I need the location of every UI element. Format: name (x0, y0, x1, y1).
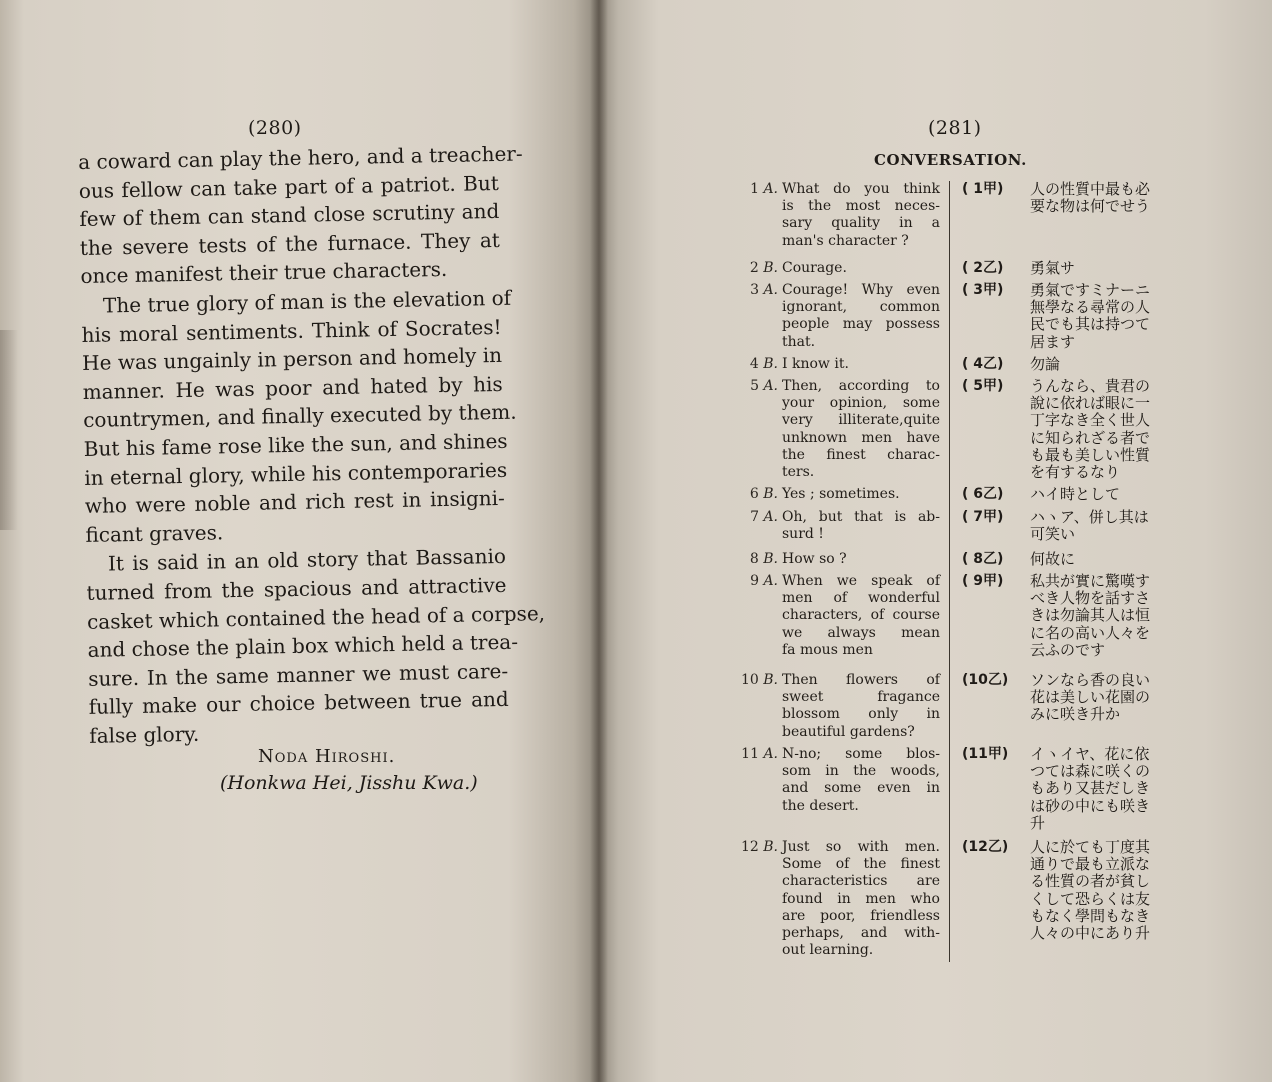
english-line: Just so with men. (782, 839, 940, 855)
english-line: Then flowers of (782, 672, 940, 688)
essay-line: The true glory of man is the elevation of (102, 285, 512, 318)
japanese-text (1030, 181, 1170, 215)
japanese-line: つては森に咲くの (1030, 762, 1151, 781)
japanese-line: ハイ時として (1030, 485, 1121, 503)
line-number-value: 2 (749, 260, 759, 276)
line-number-value: 1 (750, 181, 759, 197)
english-line: man's character ? (782, 232, 909, 249)
speaker-label: B. (763, 551, 778, 567)
japanese-line-number: (10乙) (962, 672, 1009, 688)
line-number-value: 10 (740, 672, 759, 688)
japanese-line-number: ( 6乙) (962, 486, 1004, 502)
english-text (782, 260, 940, 277)
line-number (728, 672, 778, 689)
japanese-line: は砂の中にも咲き (1030, 796, 1151, 815)
japanese-line: くして恐らくは友 (1030, 889, 1151, 908)
english-text (782, 573, 940, 659)
japanese-line: もあり又甚だしき (1030, 779, 1151, 798)
author-signature: Noda Hiroshi. (258, 746, 396, 767)
column-divider (949, 181, 950, 962)
line-number (728, 746, 778, 763)
line-number (728, 282, 778, 299)
japanese-line-number: ( 3甲) (962, 282, 1004, 298)
english-line: surd ! (782, 526, 824, 543)
speaker-label: B. (763, 486, 778, 502)
japanese-line: 說に依れば眼に一 (1030, 394, 1151, 413)
english-text (782, 551, 940, 568)
essay-line: who were noble and rich rest in insigni- (84, 485, 506, 519)
japanese-text (1030, 672, 1170, 724)
essay-line: once manifest their true characters. (80, 257, 448, 289)
japanese-line: 要な物は何でせう (1030, 197, 1151, 216)
japanese-text (1030, 839, 1170, 942)
essay-line: sure. In the same manner we must care- (87, 658, 509, 691)
line-number (728, 509, 778, 526)
line-number (728, 551, 778, 568)
speaker-label: B. (763, 260, 778, 276)
japanese-line-number: ( 4乙) (962, 356, 1004, 372)
japanese-text (1030, 746, 1170, 832)
english-line: men of wonderful (782, 590, 940, 607)
line-number (728, 378, 778, 395)
english-line: Yes ; sometimes. (782, 486, 900, 502)
japanese-line: 無學なる尋常の人 (1030, 298, 1151, 317)
english-line: ignorant, common (782, 299, 940, 316)
english-text (782, 509, 940, 543)
japanese-line: 勿論 (1030, 355, 1061, 373)
japanese-line: 人々の中にあり升 (1030, 924, 1151, 943)
english-text (782, 746, 940, 815)
essay-line: a coward can play the hero, and a treacher- (78, 141, 523, 174)
essay-line: countrymen, and finally executed by them. (82, 399, 517, 433)
line-number (728, 839, 778, 856)
english-line: Courage. (782, 260, 847, 276)
english-line: ters. (782, 464, 815, 481)
essay-line: It is said in an old story that Bassanio (107, 544, 507, 576)
essay-line: the severe tests of the furnace. They at (79, 227, 501, 260)
japanese-line-number: (11甲) (962, 746, 1009, 762)
english-line: characteristics are (782, 873, 940, 890)
japanese-text (1030, 573, 1170, 659)
line-number-value: 5 (750, 378, 759, 394)
english-line: I know it. (782, 356, 849, 372)
japanese-line: みに咲き升か (1030, 705, 1121, 724)
japanese-line: 升 (1030, 813, 1046, 832)
speaker-label: A. (763, 282, 778, 298)
line-number-value: 7 (750, 509, 759, 525)
japanese-line-number: ( 9甲) (962, 573, 1004, 589)
essay-line: fully make our choice between true and (88, 687, 509, 720)
japanese-line: ソンなら香の良い (1030, 671, 1151, 689)
essay-line: casket which contained the head of a corpse, (86, 600, 546, 634)
japanese-text (1030, 356, 1170, 373)
conversation-title: CONVERSATION. (874, 151, 1027, 169)
line-number-value: 11 (741, 746, 759, 762)
essay-line: false glory. (89, 721, 200, 748)
essay-line: in eternal glory, while his contemporaries (84, 457, 508, 490)
japanese-line-number: (12乙) (962, 839, 1009, 855)
essay-line: manner. He was poor and hated by his (82, 371, 503, 404)
japanese-line: 人に於ても丁度其 (1030, 838, 1151, 856)
english-line: your opinion, some (782, 395, 940, 412)
japanese-line: に名の高い人々を (1030, 623, 1151, 642)
japanese-line: 人の性質中最も必 (1030, 180, 1151, 198)
essay-line: ous fellow can take part of a patriot. But (78, 170, 499, 203)
english-line: sary quality in a (782, 215, 940, 232)
japanese-line: る性質の者が貧し (1030, 872, 1151, 891)
speaker-label: A. (763, 181, 778, 197)
japanese-line: 云ふのです (1030, 640, 1106, 659)
english-line: How so ? (782, 551, 847, 567)
japanese-line: に知られざる者で (1030, 428, 1151, 447)
english-text (782, 356, 940, 373)
japanese-line: 丁字なき全く世人 (1030, 411, 1151, 430)
english-line: Then, according to (782, 378, 940, 394)
japanese-line: イヽイヤ、花に依 (1030, 745, 1150, 763)
japanese-line-number: ( 2乙) (962, 260, 1004, 276)
english-line: the finest charac- (782, 446, 940, 463)
speaker-label: B. (763, 839, 778, 855)
english-line: beautiful gardens? (782, 723, 915, 740)
japanese-line: 居ます (1030, 332, 1076, 351)
japanese-line: うんなら、貴君の (1030, 377, 1151, 395)
line-number-value: 12 (740, 839, 759, 855)
essay-line: his moral sentiments. Think of Socrates! (81, 314, 502, 347)
japanese-line: 私共が實に驚嘆す (1030, 572, 1151, 590)
japanese-line: もなく學問もなき (1030, 906, 1151, 925)
essay-line: few of them can stand close scrutiny and (79, 199, 500, 232)
japanese-line: 花は美しい花園の (1030, 688, 1151, 707)
english-line: N-no; some blos- (782, 746, 940, 762)
japanese-line: 勇氣サ (1030, 259, 1076, 277)
english-line: that. (782, 333, 816, 350)
english-line: is the most neces- (782, 198, 940, 215)
book-gutter (590, 0, 608, 1082)
english-line: out learning. (782, 942, 874, 959)
english-text (782, 839, 940, 959)
english-line: Courage! Why even (782, 282, 940, 298)
page-number-left: (280) (248, 117, 302, 139)
japanese-line: 通りで最も立派な (1030, 855, 1151, 874)
line-number-value: 4 (749, 356, 759, 372)
japanese-line-number: ( 7甲) (962, 509, 1004, 525)
japanese-line: を有するなり (1030, 463, 1121, 482)
english-line: fa mous men (782, 641, 873, 658)
english-text (782, 672, 940, 741)
english-line: sweet fragance (782, 689, 940, 706)
line-number (728, 260, 778, 277)
english-text (782, 486, 940, 503)
line-number-value: 8 (749, 551, 759, 567)
english-line: som in the woods, (782, 763, 940, 780)
speaker-label: B. (763, 356, 778, 372)
speaker-label: A. (763, 509, 778, 525)
japanese-text (1030, 509, 1170, 543)
english-line: we always mean (782, 624, 940, 641)
japanese-line: ハヽア、併し其は (1030, 508, 1149, 526)
english-line: blossom only in (782, 706, 940, 723)
japanese-line: きは勿論其人は恒 (1030, 606, 1151, 625)
english-line: the desert. (782, 797, 859, 814)
line-number (728, 573, 778, 590)
japanese-line: べき人物を話すさ (1030, 589, 1151, 608)
english-text (782, 378, 940, 481)
author-source: (Honkwa Hei, Jisshu Kwa.) (220, 772, 478, 794)
line-number (728, 356, 778, 373)
japanese-text (1030, 551, 1170, 568)
essay-line: But his fame rose like the sun, and shines (83, 428, 508, 461)
english-line: very illiterate,quite (782, 412, 940, 429)
essay-line: and chose the plain box which held a trea- (87, 629, 519, 662)
japanese-line: 民でも其は持つて (1030, 315, 1151, 334)
japanese-line-number: ( 1甲) (962, 181, 1004, 197)
japanese-text (1030, 486, 1170, 503)
japanese-line-number: ( 8乙) (962, 551, 1004, 567)
essay-line: turned from the spacious and attractive (86, 572, 507, 605)
japanese-text (1030, 260, 1170, 277)
japanese-line: 勇氣ですミナーニ (1030, 281, 1151, 299)
english-line: Some of the finest (782, 856, 940, 873)
essay-line: ficant graves. (85, 520, 224, 547)
english-line: When we speak of (782, 573, 940, 589)
page-number-right: (281) (928, 117, 982, 139)
speaker-label: A. (763, 746, 778, 762)
english-line: What do you think (782, 181, 940, 197)
english-line: people may possess (782, 316, 940, 333)
english-line: found in men who (782, 890, 940, 907)
line-number-value: 6 (749, 486, 759, 502)
essay-text (78, 140, 546, 750)
japanese-line: も最も美しい性質 (1030, 445, 1151, 464)
english-text (782, 181, 940, 250)
japanese-text (1030, 282, 1170, 351)
english-line: and some even in (782, 780, 940, 797)
line-number (728, 486, 778, 503)
line-number-value: 9 (750, 573, 759, 589)
speaker-label: B. (763, 672, 778, 688)
japanese-text (1030, 378, 1170, 481)
english-line: unknown men have (782, 429, 940, 446)
line-number (728, 181, 778, 198)
essay-line: He was ungainly in person and homely in (81, 343, 503, 376)
english-line: perhaps, and with- (782, 925, 940, 942)
line-number-value: 3 (750, 282, 759, 298)
english-line: Oh, but that is ab- (782, 509, 940, 525)
speaker-label: A. (763, 378, 778, 394)
japanese-line: 何故に (1030, 550, 1076, 568)
speaker-label: A. (763, 573, 778, 589)
japanese-line: 可笑い (1030, 525, 1076, 544)
page-edge-shadow (0, 330, 18, 530)
english-text (782, 282, 940, 351)
english-line: characters, of course (782, 607, 940, 624)
japanese-line-number: ( 5甲) (962, 378, 1004, 394)
left-page (0, 0, 598, 1082)
english-line: are poor, friendless (782, 907, 940, 924)
